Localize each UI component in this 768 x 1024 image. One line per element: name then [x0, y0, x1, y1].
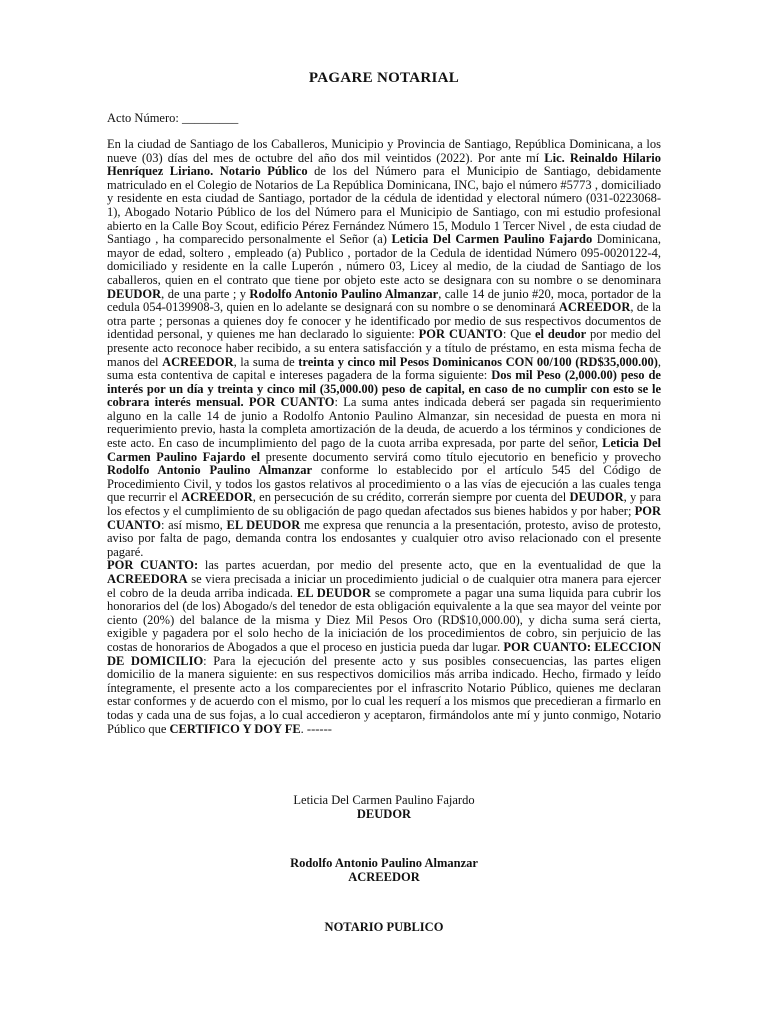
paragraph-por-cuanto [107, 559, 661, 736]
acreedor-name: Rodolfo Antonio Paulino Almanzar [290, 856, 478, 870]
bold-text-run: Lic. Reinaldo Hilario Henríquez Liriano. Notario Público [107, 150, 661, 179]
bold-text-run: ACREEDOR [558, 300, 631, 315]
text-run: , y para los efectos y el cumplimiento de su obligación de pago quedan afectados sus bienes habidos y por haber; [107, 490, 661, 519]
bold-text-run: CERTIFICO Y DOY FE [169, 721, 301, 736]
bold-text-run: ACREEDORA [107, 572, 188, 586]
text-run: : así mismo, [160, 517, 227, 532]
bold-text-run: Rodolfo Antonio Paulino Almanzar [107, 463, 313, 478]
text-run: de los del Número para el Municipio de Santiago, debidamente matriculado en el Colegio de Notarios de La República Dominicana, INC, bajo el número #5773 , domiciliado y residente en esta ciudad de Santiago, portador de la cédula de identidad y electoral número (031-0223068-1), Abogado Notario Público de los del Número para el Municipio de Santiago, con mi estudio profesional abierto en la Calle Boy Scout, edificio Pérez Fernández Número 15, Modulo 1 Tercer Nivel , de esta ciudad de Santiago , ha comparecido personalmente el Señor (a) [107, 164, 661, 247]
acreedor-signature-block [0, 856, 768, 884]
document-title: PAGARE NOTARIAL [308, 70, 460, 86]
bold-text-run: POR CUANTO: ELECCION DE DOMICILIO [107, 639, 662, 668]
bold-text-run: POR CUANTO [107, 504, 661, 532]
acto-number-label: Acto Número: _________ [107, 111, 239, 125]
bold-text-run: treinta y cinco mil Pesos Dominicanos CON 00/100 (RD$35,000.00) [298, 354, 658, 369]
text-run: presente documento servirá como título ejecutorio en beneficio y provecho [260, 449, 661, 464]
text-run: : Que [502, 327, 535, 342]
bold-text-run: DEUDOR [107, 286, 162, 301]
bold-text-run: EL DEUDOR [296, 585, 371, 600]
acreedor-role: ACREEDOR [348, 870, 420, 884]
text-run: conforme lo establecido por el artículo 545 del Código de Procedimiento Civil, y todos los gastos relativos al procedimiento o a las vías de ejecución a las cuales tenga que recurrir el [107, 463, 661, 505]
bold-text-run: ACREEDOR [162, 354, 234, 369]
bold-text-run: Dos mil Peso (2,000.00) peso de interés por un día y treinta y cinco mil (35,000.00) peso de capital, en caso de no cumplir con esto se le cobrara interés mensual. POR CUANTO [107, 368, 661, 410]
bold-text-run: Leticia Del Carmen Paulino Fajardo el [107, 436, 661, 464]
bold-text-run: POR CUANTO [418, 327, 503, 342]
deudor-name: Leticia Del Carmen Paulino Fajardo [293, 793, 475, 807]
bold-text-run: POR CUANTO: [107, 558, 199, 573]
bold-text-run: DEUDOR [569, 490, 624, 505]
text-run: : Para la ejecución del presente acto y sus posibles consecuencias, las partes eligen domicilio de la manera siguiente: en sus respectivos domicilios más arriba indicado. Hecho, firmado y leído íntegramente, el presente acto a los comparecientes por el infrascrito Notario Público, quienes me declaran estar conformes y de acuerdo con el mismo, por lo cual les requerí a los mismos que precedieran a firmarlo en todas y cada una de sus fojas, a lo cual accedieron y aceptaron, firmándolos ante mí y junto conmigo, Notario Público que [107, 653, 662, 736]
text-run: , en persecución de su crédito, correrán siempre por cuenta del [252, 490, 570, 505]
text-run: , la suma de [233, 354, 299, 369]
text-run: , calle 14 de junio #20, moca, portador de la cedula 054-0139908-3, quien en lo adelante se designará con su nombre o se denominará [107, 286, 661, 315]
bold-text-run: el deudor [535, 327, 587, 342]
notario-signature-block [0, 920, 768, 934]
text-run: las partes acuerdan, por medio del presente acto, que en la eventualidad de que la [198, 558, 661, 573]
notario-role: NOTARIO PUBLICO [324, 920, 444, 934]
text-run: se compromete a pagar una suma liquida para cubrir los honorarios del (de los) Abogado/s del tenedor de esta obligación equivalente a la que sea mayor del veinte por ciento (20%) del balance de la misma y Diez Mil Pesos Oro (RD$10,000.00), y dicha suma será cierta, exigible y pagadera por el solo hecho de la iniciación de los procedimientos de cobro, sin perjuicio de las costas de honorarios de Abogados a que el proceso en justicia pueda dar lugar. [107, 585, 661, 654]
bold-text-run: EL DEUDOR [226, 517, 301, 532]
text-run: me expresa que renuncia a la presentación, protesto, aviso de protesto, aviso por falta de pago, demanda contra los endosantes y cualquier otro aviso relacionado con el presente pagaré. [107, 517, 662, 559]
bold-text-run: Rodolfo Antonio Paulino Almanzar [249, 286, 439, 301]
text-run: En la ciudad de Santiago de los Caballeros, Municipio y Provincia de Santiago, República Dominicana, a los nueve (03) días del mes de octubre del año dos mil veintidos (2022). Por ante mí [107, 137, 661, 165]
deudor-signature-block [0, 793, 768, 821]
text-run: , de la otra parte ; personas a quienes doy fe conocer y he identificado por medio de sus respectivos documentos de identidad personal, y quienes me han declarado lo siguiente: [107, 300, 661, 342]
bold-text-run: ACREEDOR [181, 490, 253, 505]
bold-text-run: Leticia Del Carmen Paulino Fajardo [391, 232, 593, 247]
document-body [107, 138, 661, 736]
text-run: , suma esta contentiva de capital e intereses pagadera de la forma siguiente: [107, 354, 661, 383]
text-run: : La suma antes indicada deberá ser pagada sin requerimiento alguno en la calle 14 de junio a Rodolfo Antonio Paulino Almanzar, sin necesidad de puesta en mora ni requerimiento previo, hasta la completa amortización de la deuda, de acuerdo a los términos y condiciones de este acto. En caso de incumplimiento del pago de la cuota arriba expresada, por parte del señor, [107, 395, 661, 451]
deudor-role: DEUDOR [356, 807, 412, 821]
text-run: . ------ [300, 721, 332, 736]
text-run: , de una parte ; y [161, 286, 250, 301]
text-run: Dominicana, mayor de edad, soltero , empleado (a) Publico , portador de la Cedula de identidad Número 095-0020122-4, domiciliado y residente en la calle Luperón , número 03, Licey al medio, de la ciudad de Santiago de los caballeros, quien en el contrato que tiene por objeto este acto se designara con su nombre o se denominara [107, 232, 661, 287]
text-run: por medio del presente acto reconoce haber recibido, a su entera satisfacción y a título de préstamo, en esta misma fecha de manos del [107, 327, 661, 369]
paragraph-main [107, 138, 661, 559]
text-run: se viera precisada a iniciar un procedimiento judicial o de cualquier otra manera para ejercer el cobro de la deuda arriba indicada. [107, 572, 661, 600]
